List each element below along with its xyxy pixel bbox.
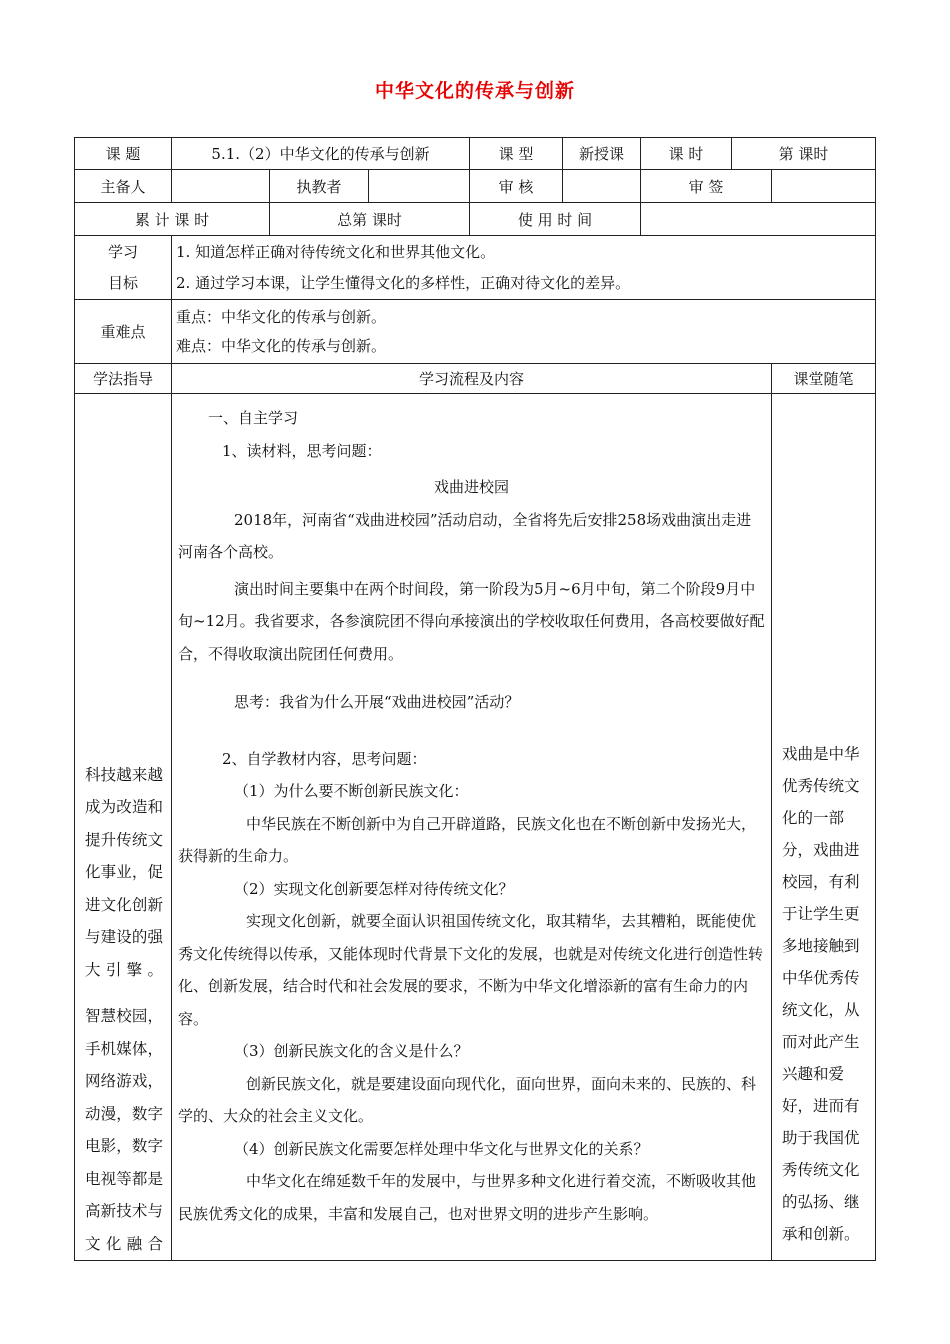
key-point-item: 难点：中华文化的传承与创新。 — [176, 336, 387, 355]
sub-question: （3）创新民族文化的含义是什么？ — [234, 1042, 469, 1060]
total-label: 累 计 课 时 — [75, 203, 270, 236]
sub-question: （4）创新民族文化需要怎样处理中华文化与世界文化的关系？ — [234, 1139, 649, 1158]
lesson-value: 5.1.（2）中华文化的传承与创新 — [172, 138, 470, 170]
goal-item: 1. 知道怎样正确对待传统文化和世界其他文化。 — [176, 242, 496, 261]
content-header: 学习流程及内容 — [172, 364, 772, 394]
notes-column — [772, 394, 876, 1261]
sub-answer: 中华文化在绵延数千年的发展中，与世界多种文化进行着交流，不断吸收其他民族优秀文化的成果，丰富和发展自己，也对世界文明的进步产生影响。 — [178, 1172, 757, 1223]
goals-content — [172, 236, 876, 300]
preparer-value — [172, 170, 270, 203]
total-value: 总第 课时 — [270, 203, 470, 236]
teacher-label: 执教者 — [270, 170, 369, 203]
question-heading: 1、读材料，思考问题： — [222, 441, 382, 460]
sub-answer: 实现文化创新，就要全面认识祖国传统文化，取其精华，去其糟粕，既能使优秀文化传统得以传承，又能体现时代背景下文化的发展，也就是对传统文化进行创造性转化、创新发展，结合时代和社会发展的要求，不断为中华文化增添新的富有生命力的内容。 — [178, 912, 764, 1028]
lesson-plan-table — [74, 137, 876, 1261]
sub-answer: 创新民族文化，就是要建设面向现代化，面向世界，面向未来的、民族的、科学的、大众的社会主义文化。 — [178, 1074, 757, 1125]
goals-label-line2: 目标 — [107, 273, 138, 292]
key-points-row — [75, 300, 876, 364]
sub-answer: 中华民族在不断创新中为自己开辟道路，民族文化也在不断创新中发扬光大，获得新的生命力。 — [178, 814, 757, 865]
header-row-2 — [75, 170, 876, 203]
guide-text: 科技越来越成为改造和提升传统文化事业，促进文化创新与建设的强大引擎。 — [85, 765, 163, 979]
review-value — [563, 170, 641, 203]
notes-header: 课堂随笔 — [772, 364, 876, 394]
sign-label: 审 签 — [641, 170, 772, 203]
teacher-value — [369, 170, 470, 203]
content-column — [172, 394, 772, 1261]
goals-row — [75, 236, 876, 300]
header-row-1 — [75, 138, 876, 170]
notes-text: 戏曲是中华优秀传统文化的一部分，戏曲进校园，有利于让学生更多地接触到中华优秀传统文化，从而对此产生兴趣和爱好，进而有助于我国优秀传统文化的弘扬、继承和创新。 — [782, 745, 860, 1243]
period-value: 第 课时 — [732, 138, 876, 170]
sub-question: （2）实现文化创新要怎样对待传统文化？ — [234, 879, 514, 898]
review-label: 审 核 — [470, 170, 563, 203]
lesson-label: 课 题 — [75, 138, 172, 170]
columns-header-row — [75, 364, 876, 394]
main-row — [75, 394, 876, 1261]
page-title: 中华文化的传承与创新 — [374, 80, 575, 102]
key-points-label: 重难点 — [75, 300, 172, 364]
question-heading: 2、自学教材内容，思考问题： — [222, 749, 427, 768]
goals-label — [75, 236, 172, 300]
use-time-label: 使 用 时 间 — [470, 203, 641, 236]
guide-header: 学法指导 — [75, 364, 172, 394]
header-row-3 — [75, 203, 876, 236]
type-value: 新授课 — [563, 138, 641, 170]
material-paragraph: 演出时间主要集中在两个时间段，第一阶段为5月~6月中旬，第二个阶段9月中旬~12月。我省要求，各参演院团不得向承接演出的学校收取任何费用，各高校要做好配合，不得收取演出院团任何费用。 — [178, 579, 765, 663]
key-point-item: 重点：中华文化的传承与创新。 — [176, 307, 387, 326]
think-question: 思考：我省为什么开展“戏曲进校园”活动？ — [234, 693, 520, 711]
guide-column — [75, 394, 172, 1261]
key-points-content — [172, 300, 876, 364]
section-heading: 一、自主学习 — [208, 409, 299, 427]
preparer-label: 主备人 — [75, 170, 172, 203]
material-paragraph: 2018年，河南省“戏曲进校园”活动启动，全省将先后安排258场戏曲演出走进河南各个高校。 — [178, 510, 752, 561]
sign-value — [772, 170, 876, 203]
type-label: 课 型 — [470, 138, 563, 170]
material-title: 戏曲进校园 — [434, 478, 510, 496]
goals-label-line1: 学习 — [107, 242, 138, 261]
use-time-value — [641, 203, 876, 236]
goal-item: 2. 通过学习本课，让学生懂得文化的多样性，正确对待文化的差异。 — [176, 273, 631, 292]
guide-text: 智慧校园，手机媒体，网络游戏，动漫，数字电影，数字电视等都是高新技术与文化融合 — [85, 1007, 163, 1253]
sub-question: （1）为什么要不断创新民族文化： — [234, 782, 469, 800]
period-label: 课 时 — [641, 138, 732, 170]
